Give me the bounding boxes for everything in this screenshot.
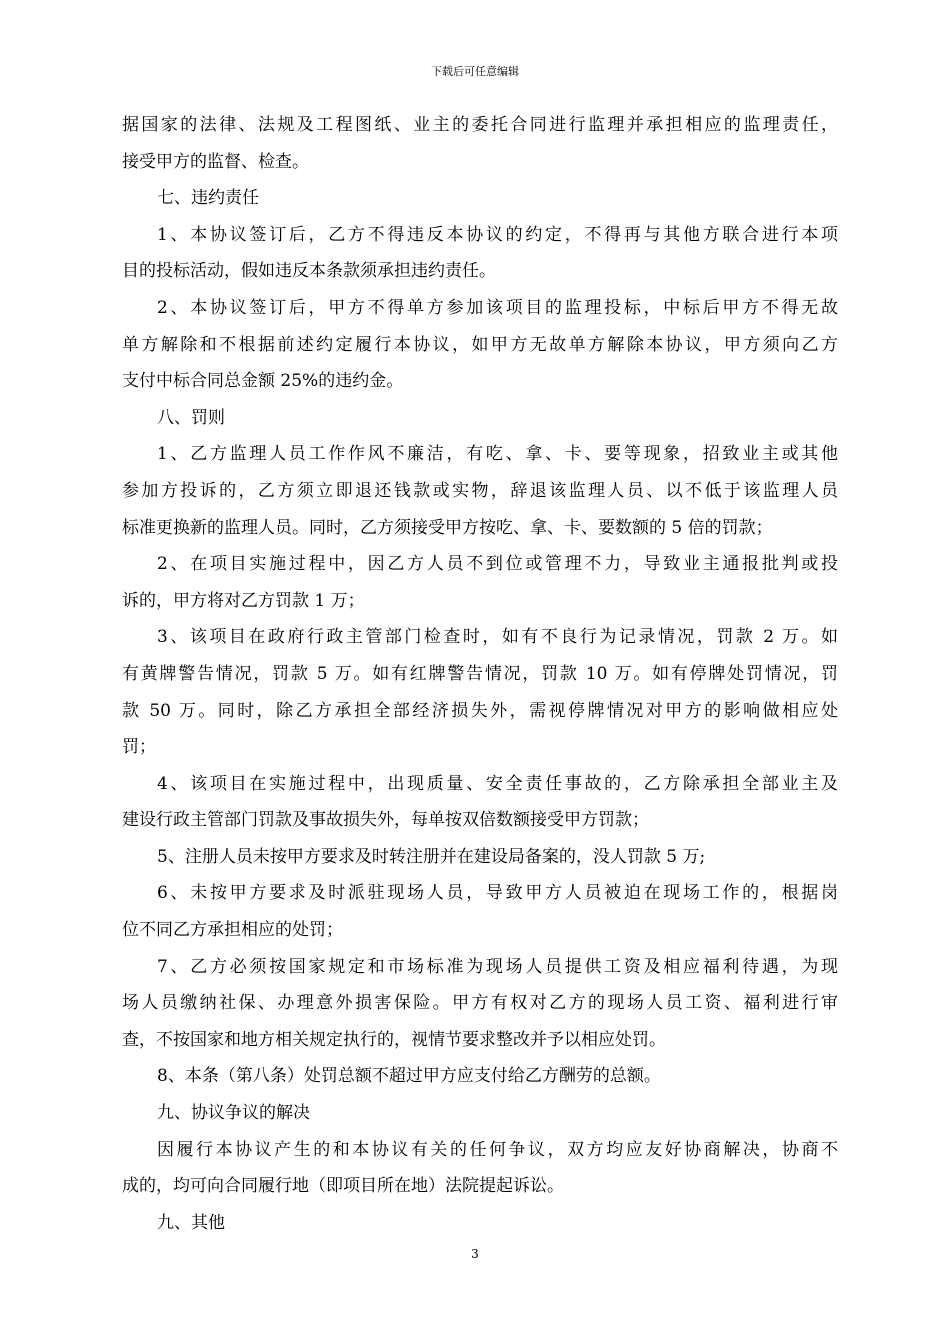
page-header: 下载后可任意编辑 [431,65,519,78]
text-line: 因履行本协议产生的和本协议有关的任何争议，双方均应友好协商解决，协商不 [157,1139,838,1160]
text-line: 诉的，甲方将对乙方罚款 1 万； [122,590,365,611]
text-line: 单方解除和不根据前述约定履行本协议，如甲方无故单方解除本协议，甲方须向乙方 [122,334,838,355]
text-line: 2、在项目实施过程中，因乙方人员不到位或管理不力，导致业主通报批判或投 [157,554,838,575]
text-line: 8、本条（第八条）处罚总额不超过甲方应支付给乙方酬劳的总额。 [157,1066,661,1087]
document-body [122,107,838,1241]
text-line: 7、乙方必须按国家规定和市场标准为现场人员提供工资及相应福利待遇，为现 [157,956,838,977]
text-line: 6、未按甲方要求及时派驻现场人员，导致甲方人员被迫在现场工作的，根据岗 [157,883,838,904]
text-line: 九、其他 [157,1212,225,1233]
text-line: 位不同乙方承担相应的处罚； [122,920,343,941]
text-line: 据国家的法律、法规及工程图纸、业主的委托合同进行监理并承担相应的监理责任， [122,115,838,135]
text-line: 九、协议争议的解决 [157,1103,310,1124]
text-line: 4、该项目在实施过程中，出现质量、安全责任事故的，乙方除承担全部业主及 [157,773,838,794]
text-line: 七、违约责任 [157,188,259,209]
text-line: 款 50 万。同时，除乙方承担全部经济损失外，需视停牌情况对甲方的影响做相应处 [122,700,838,721]
text-line: 2、本协议签订后，甲方不得单方参加该项目的监理投标，中标后甲方不得无故 [157,297,838,318]
text-line: 5、注册人员未按甲方要求及时转注册并在建设局备案的，没人罚款 5 万; [157,846,706,867]
text-line: 查，不按国家和地方相关规定执行的，视情节要求整改并予以相应处罚。 [122,1029,666,1050]
text-line: 参加方投诉的，乙方须立即退还钱款或实物，辞退该监理人员、以不低于该监理人员 [122,480,838,501]
text-line: 有黄牌警告情况，罚款 5 万。如有红牌警告情况，罚款 10 万。如有停牌处罚情况，罚 [122,663,838,684]
text-line: 罚； [122,737,156,758]
text-line: 1、乙方监理人员工作作风不廉洁，有吃、拿、卡、要等现象，招致业主或其他 [157,444,838,465]
text-line: 场人员缴纳社保、办理意外损害保险。甲方有权对乙方的现场人员工资、福利进行审 [122,993,838,1014]
text-line: 八、罚则 [157,407,225,428]
text-line: 建设行政主管部门罚款及事故损失外，每单按双倍数额接受甲方罚款； [122,810,649,831]
text-line: 接受甲方的监督、检查。 [122,151,309,172]
text-line: 1、本协议签订后，乙方不得违反本协议的约定，不得再与其他方联合进行本项 [157,224,838,245]
text-line: 目的投标活动，假如违反本条款须承担违约责任。 [122,261,496,282]
page-number: 3 [471,1247,479,1261]
text-line: 支付中标合同总金额 25%的违约金。 [122,371,404,392]
text-line: 成的，均可向合同履行地（即项目所在地）法院提起诉讼。 [122,1176,564,1197]
text-line: 标准更换新的监理人员。同时，乙方须接受甲方按吃、拿、卡、要数额的 5 倍的罚款； [122,517,773,538]
text-line: 3、该项目在政府行政主管部门检查时，如有不良行为记录情况，罚款 2 万。如 [157,627,838,648]
